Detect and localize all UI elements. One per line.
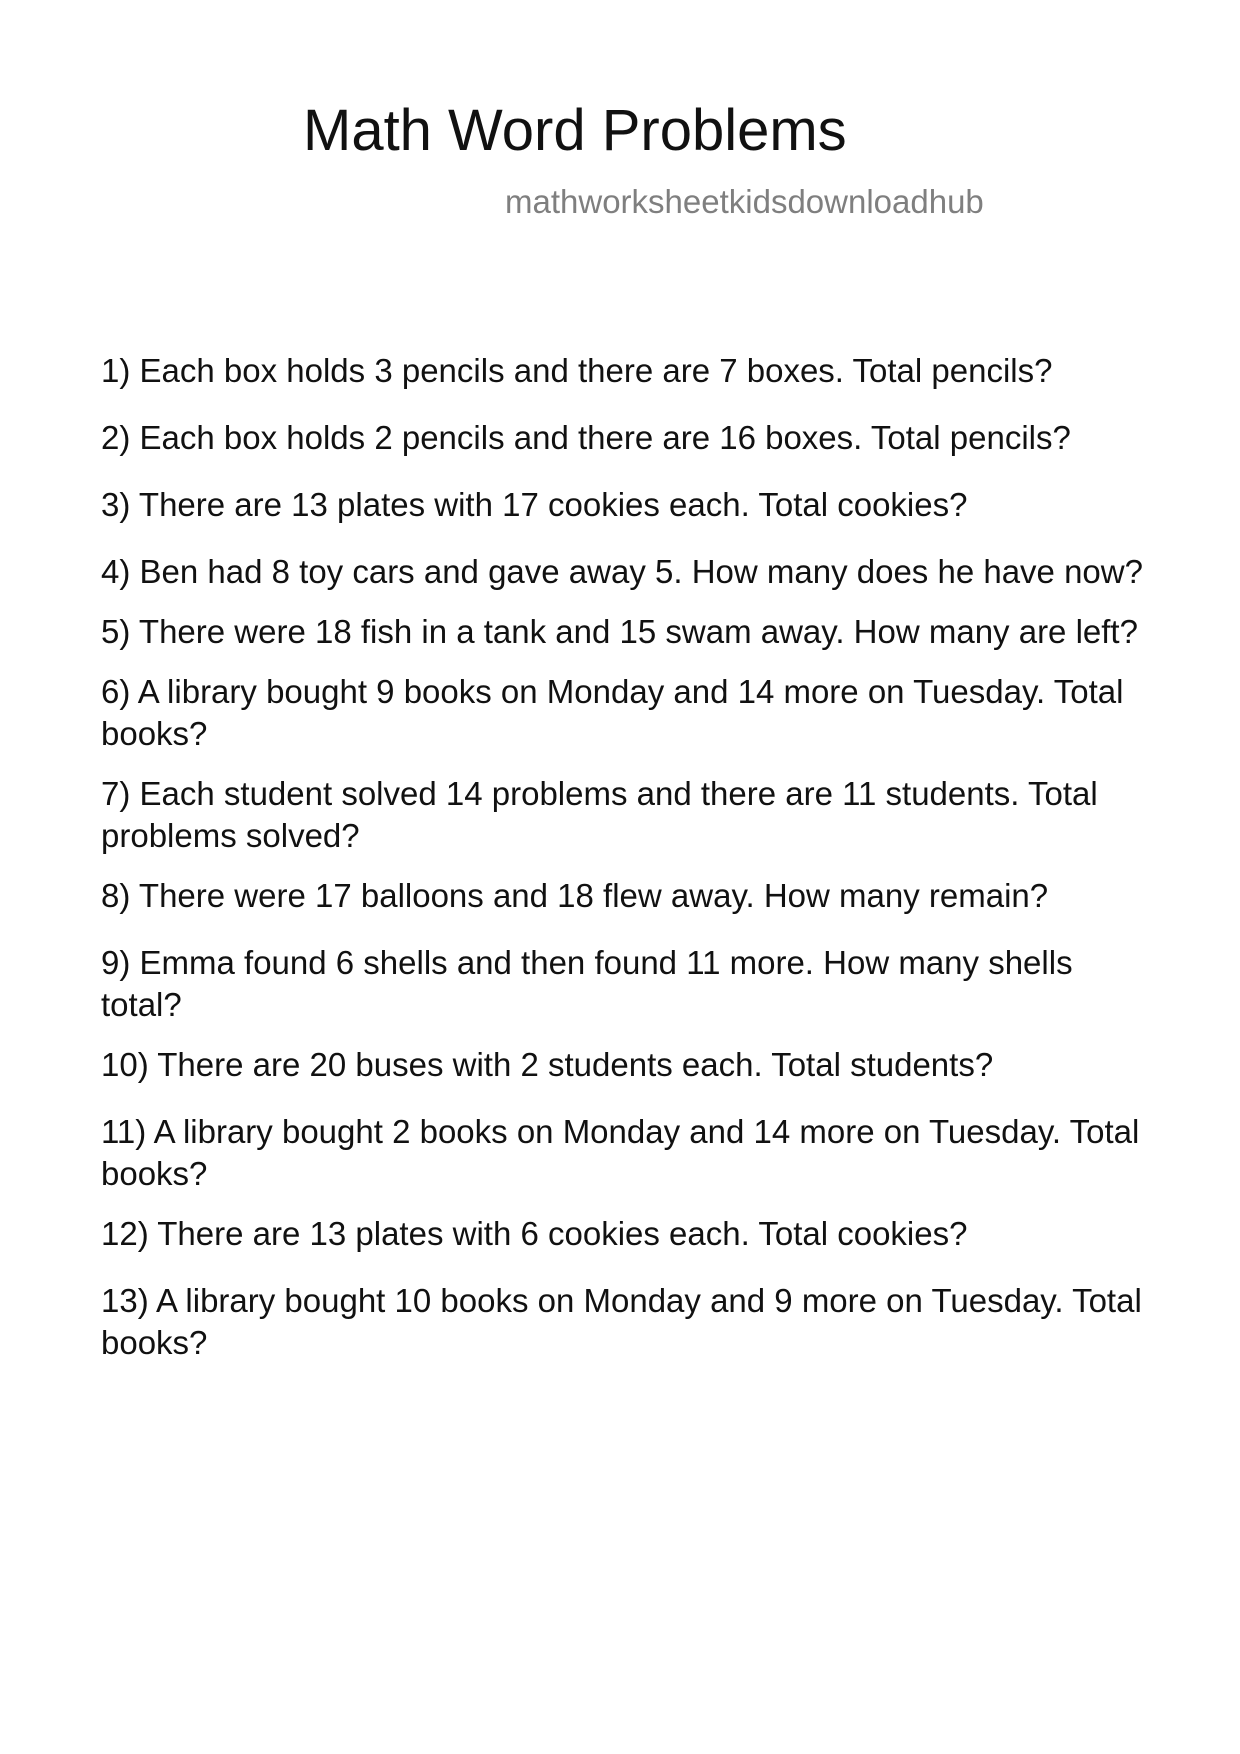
problem-9: 9) Emma found 6 shells and then found 11 more. How many shells total? <box>101 944 1073 1023</box>
site-watermark: mathworksheetkidsdownloadhub <box>505 183 984 220</box>
problem-6: 6) A library bought 9 books on Monday and 14 more on Tuesday. Total books? <box>101 673 1124 752</box>
problem-5: 5) There were 18 fish in a tank and 15 swam away. How many are left? <box>101 613 1138 650</box>
problem-1: 1) Each box holds 3 pencils and there are 7 boxes. Total pencils? <box>101 352 1053 389</box>
problem-11: 11) A library bought 2 books on Monday and 14 more on Tuesday. Total books? <box>101 1113 1140 1192</box>
problem-3: 3) There are 13 plates with 17 cookies each. Total cookies? <box>101 486 968 523</box>
problem-2: 2) Each box holds 2 pencils and there are 16 boxes. Total pencils? <box>101 419 1071 456</box>
problem-4: 4) Ben had 8 toy cars and gave away 5. How many does he have now? <box>101 553 1143 590</box>
problem-list <box>101 350 1151 1382</box>
problem-7: 7) Each student solved 14 problems and there are 11 students. Total problems solved? <box>101 775 1098 854</box>
problem-12: 12) There are 13 plates with 6 cookies each. Total cookies? <box>101 1215 968 1252</box>
problem-10: 10) There are 20 buses with 2 students each. Total students? <box>101 1046 994 1083</box>
problem-13: 13) A library bought 10 books on Monday and 9 more on Tuesday. Total books? <box>101 1282 1142 1361</box>
problem-8: 8) There were 17 balloons and 18 flew away. How many remain? <box>101 877 1049 914</box>
page-title: Math Word Problems <box>303 98 847 163</box>
